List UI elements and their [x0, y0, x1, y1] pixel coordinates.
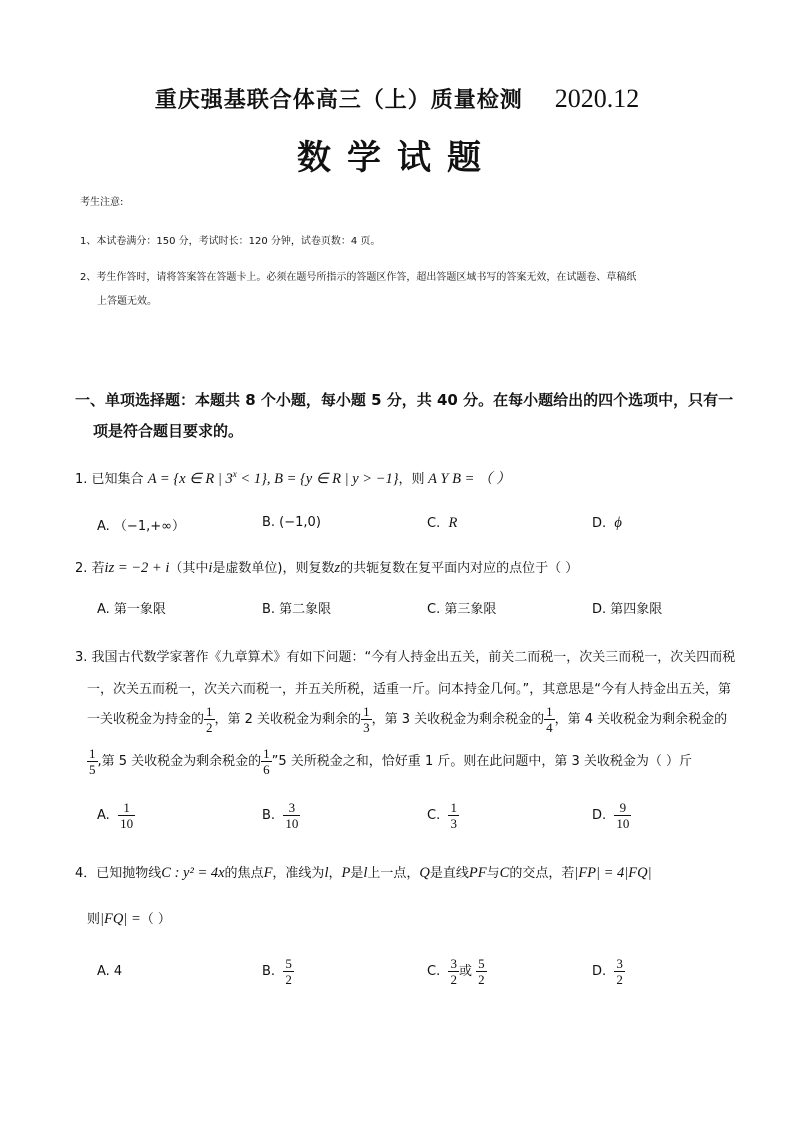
- section-1-heading-line-1: 一、单项选择题：本题共 8 个小题，每小题 5 分，共 40 分。在每小题给出的四个选项中，只有一: [75, 391, 734, 409]
- q2-options: [0, 598, 794, 618]
- q1-options: [0, 515, 794, 535]
- exam-header: [0, 83, 794, 114]
- notes-item-2-line-2: 上答题无效。: [97, 296, 157, 307]
- q3-option-d[interactable]: D. $\frac{9}{10}$: [592, 800, 630, 831]
- q1-option-d[interactable]: D. ϕ: [592, 515, 622, 531]
- fraction: $\frac{1}{5}$: [89, 746, 96, 777]
- question-3-line-3: 一关收税金为持金的 $\frac{1}{2}$ ，第 2 关收税金为剩余的 $\frac{1}{3}$ ，第 3 关收税金为剩余税金的 $\frac{1}{4}$ ，第 4 关收税金为剩余税金的: [87, 704, 728, 735]
- q1-suffix: ，则: [398, 472, 425, 487]
- fraction: $\frac{1}{4}$: [546, 704, 553, 735]
- q4-parabola: C : y² = 4x: [161, 865, 225, 881]
- q1-option-b[interactable]: B. (−1,0): [262, 515, 321, 530]
- question-2: 2. 若iz = −2 + i（其中i是虚数单位)，则复数z的共轭复数在复平面内对应的点位于（ ）: [75, 560, 579, 576]
- fraction: $\frac{1}{3}$: [363, 704, 370, 735]
- exam-date: 2020.12: [554, 84, 640, 113]
- notes-heading: 考生注意:: [80, 197, 124, 208]
- fraction: $\frac{1}{6}$: [263, 746, 270, 777]
- question-3-line-4: $\frac{1}{5}$ ,第 5 关收税金为剩余税金的 $\frac{1}{6}$ ”5 关所税金之和，恰好重 1 斤。则在此问题中，第 3 关收税金为（ ）斤: [89, 746, 693, 777]
- question-4-line-1: 4．已知抛物线C : y² = 4x的焦点F，准线为l，P是l上一点，Q是直线PF与C的交点，若|FP| = 4|FQ|: [75, 865, 652, 881]
- q3-option-c[interactable]: C. $\frac{1}{3}$: [427, 800, 457, 831]
- q1-option-c[interactable]: C. R: [427, 515, 458, 531]
- notes-item-2-line-1: 2、考生作答时，请将答案答在答题卡上。必须在题号所指示的答题区作答，超出答题区域书写的答案无效，在试题卷、草稿纸: [80, 272, 637, 283]
- q2-option-b[interactable]: B. 第二象限: [262, 602, 332, 617]
- q1-set-a: A = {x ∈ R | $3^x < 1$}, B = {y ∈ R | y > −1}: [147, 469, 399, 487]
- q4-condition: |FP| = 4|FQ|: [574, 865, 652, 881]
- document-title: 数学试题: [297, 138, 497, 178]
- fraction: $\frac{1}{2}$: [206, 704, 213, 735]
- q4-options: [0, 956, 794, 992]
- q4-option-a[interactable]: A. 4: [97, 964, 123, 979]
- q3-options: [0, 800, 794, 836]
- q4-option-c[interactable]: C. $\frac{3}{2}$ 或 $\frac{5}{2}$: [427, 956, 485, 987]
- q2-expression: iz = −2 + i: [104, 560, 170, 576]
- q1-option-a[interactable]: A. （−1,+∞）: [97, 519, 185, 534]
- question-1: [75, 467, 511, 488]
- section-1-heading-line-2: 项是符合题目要求的。: [93, 422, 244, 440]
- question-3-line-1: 3. 我国古代数学家著作《九章算术》有如下问题：“今有人持金出五关，前关二而税一，次关三而税一，次关四而税: [75, 650, 736, 665]
- question-4-line-2: 则|FQ| =（ ）: [87, 911, 171, 927]
- q3-option-b[interactable]: B. $\frac{3}{10}$: [262, 800, 299, 831]
- q1-prefix: 1. 已知集合: [75, 472, 144, 487]
- exam-header-title: 重庆强基联合体高三（上）质量检测: [154, 87, 523, 113]
- q4-option-d[interactable]: D. $\frac{3}{2}$: [592, 956, 623, 987]
- q4-option-b[interactable]: B. $\frac{5}{2}$: [262, 956, 292, 987]
- notes-item-1: 1、本试卷满分：150 分，考试时长：120 分钟，试卷页数：4 页。: [80, 236, 381, 247]
- q2-option-d[interactable]: D. 第四象限: [592, 602, 663, 617]
- q2-option-c[interactable]: C. 第三象限: [427, 602, 497, 617]
- question-3-line-2: 一，次关五而税一，次关六而税一，并五关所税，适重一斤。问本持金几何。”，其意思是“今有人持金出五关，第: [87, 682, 731, 697]
- q1-ask: A Y B = （ ）: [424, 471, 511, 487]
- q3-option-a[interactable]: A. $\frac{1}{10}$: [97, 800, 134, 831]
- q2-option-a[interactable]: A. 第一象限: [97, 602, 166, 617]
